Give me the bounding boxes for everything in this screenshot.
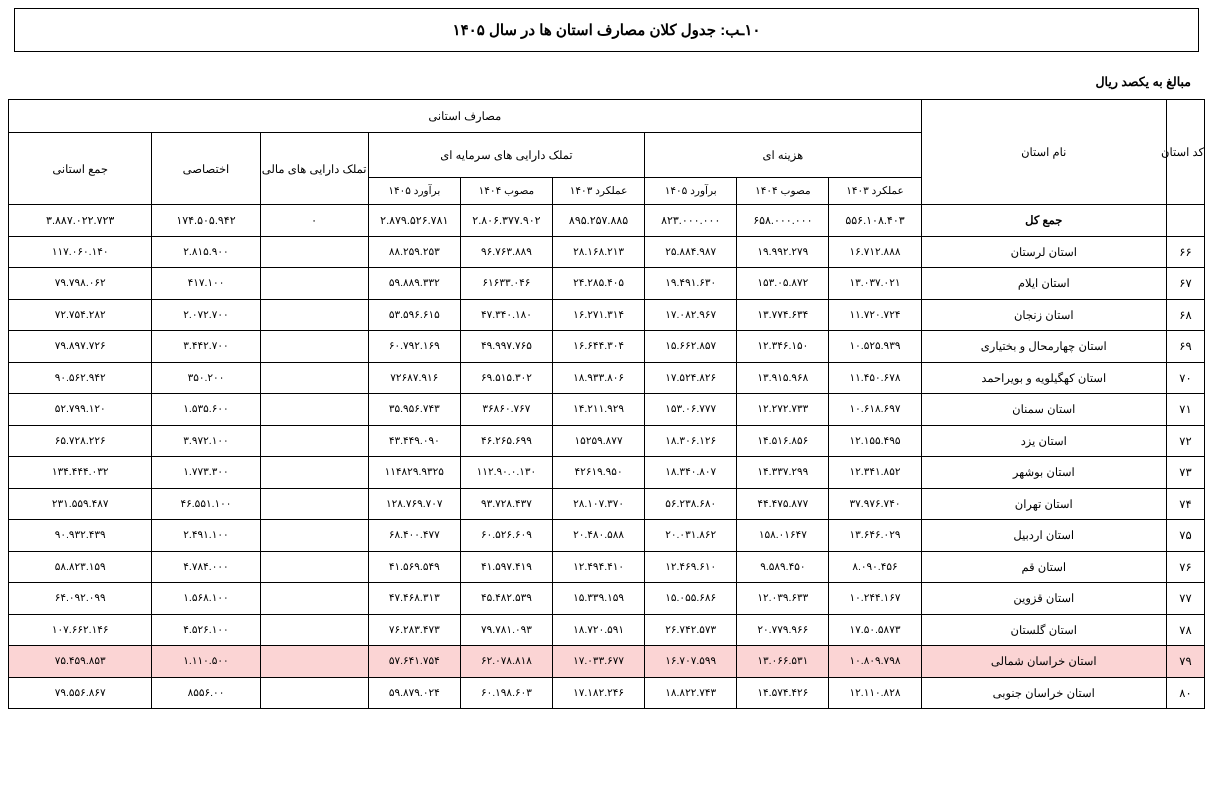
cell-financial-assets	[260, 520, 368, 552]
cell-expense-1403: ۱۳.۰۳۷.۰۲۱	[829, 268, 921, 300]
cell-capital-1403: ۱۸.۹۳۳.۸۰۶	[553, 362, 645, 394]
cell-dedicated: ۳.۴۴۲.۷۰۰	[152, 331, 260, 363]
cell-province-name: استان خراسان جنوبی	[921, 677, 1166, 709]
cell-capital-1405: ۷۲۶۸۷.۹۱۶	[368, 362, 460, 394]
cell-expense-1404: ۱۵۸.۰۱۶۴۷	[737, 520, 829, 552]
cell-expense-1404: ۱۴.۳۳۷.۲۹۹	[737, 457, 829, 489]
cell-provincial-total: ۶۴.۰۹۲.۰۹۹	[9, 583, 152, 615]
cell-province-name: استان چهارمحال و بختیاری	[921, 331, 1166, 363]
cell-financial-assets	[260, 488, 368, 520]
cell-capital-1405: ۵۹.۸۸۹.۳۳۲	[368, 268, 460, 300]
cell-financial-assets	[260, 457, 368, 489]
cell-province-code: ۷۸	[1166, 614, 1204, 646]
cell-expense-1403: ۱۰.۲۴۴.۱۶۷	[829, 583, 921, 615]
cell-province-code: ۷۶	[1166, 551, 1204, 583]
cell-province-code: ۶۸	[1166, 299, 1204, 331]
cell-financial-assets	[260, 614, 368, 646]
th-province-code: کد استان	[1166, 100, 1204, 205]
cell-capital-1404: ۶۲.۰۷۸.۸۱۸	[460, 646, 552, 678]
th-expense-1403: عملکرد ۱۴۰۳	[829, 178, 921, 205]
cell-expense-1404: ۱۲.۰۳۹.۶۳۳	[737, 583, 829, 615]
table-row	[9, 614, 1205, 646]
cell-provincial-total: ۱۱۷.۰۶۰.۱۴۰	[9, 236, 152, 268]
document-page	[0, 8, 1213, 796]
cell-expense-1403: ۵۵۶.۱۰۸.۴۰۳	[829, 205, 921, 237]
cell-capital-1405: ۴۱.۵۶۹.۵۴۹	[368, 551, 460, 583]
cell-capital-1405: ۶۰.۷۹۲.۱۶۹	[368, 331, 460, 363]
table-row	[9, 677, 1205, 709]
cell-provincial-total: ۱۳۴.۴۴۴.۰۳۲	[9, 457, 152, 489]
cell-expense-1403: ۱۶.۷۱۲.۸۸۸	[829, 236, 921, 268]
cell-dedicated: ۴۱۷.۱۰۰	[152, 268, 260, 300]
cell-province-code: ۷۹	[1166, 646, 1204, 678]
th-dedicated: اختصاصی	[152, 133, 260, 205]
th-provincial-total: جمع استانی	[9, 133, 152, 205]
cell-province-code: ۷۲	[1166, 425, 1204, 457]
th-capital-1405: برآورد ۱۴۰۵	[368, 178, 460, 205]
th-capital-1403: عملکرد ۱۴۰۳	[553, 178, 645, 205]
cell-capital-1405: ۵۳.۵۹۶.۶۱۵	[368, 299, 460, 331]
cell-financial-assets	[260, 677, 368, 709]
cell-capital-1404: ۹۳.۷۲۸.۴۳۷	[460, 488, 552, 520]
cell-dedicated: ۱.۷۷۳.۳۰۰	[152, 457, 260, 489]
cell-provincial-total: ۶۵.۷۲۸.۲۲۶	[9, 425, 152, 457]
table-row	[9, 394, 1205, 426]
cell-capital-1405: ۷۶.۲۸۳.۴۷۳	[368, 614, 460, 646]
th-group-capital-assets: تملک دارایی های سرمایه ای	[368, 133, 644, 178]
cell-province-code: ۷۷	[1166, 583, 1204, 615]
cell-expense-1405: ۱۲.۴۶۹.۶۱۰	[645, 551, 737, 583]
cell-expense-1404: ۱۳.۰۶۶.۵۳۱	[737, 646, 829, 678]
table-row	[9, 205, 1205, 237]
cell-expense-1403: ۱۲.۱۱۰.۸۲۸	[829, 677, 921, 709]
th-group-provincial-expenditures: مصارف استانی	[9, 100, 922, 133]
cell-capital-1403: ۲۴.۲۸۵.۴۰۵	[553, 268, 645, 300]
cell-expense-1405: ۱۸.۸۲۲.۷۴۳	[645, 677, 737, 709]
cell-expense-1404: ۱۳.۹۱۵.۹۶۸	[737, 362, 829, 394]
cell-expense-1405: ۱۵.۰۵۵.۶۸۶	[645, 583, 737, 615]
cell-capital-1403: ۸۹۵.۲۵۷.۸۸۵	[553, 205, 645, 237]
th-capital-1404: مصوب ۱۴۰۴	[460, 178, 552, 205]
th-expense-1404: مصوب ۱۴۰۴	[737, 178, 829, 205]
cell-provincial-total: ۲۳۱.۵۵۹.۴۸۷	[9, 488, 152, 520]
cell-capital-1405: ۸۸.۲۵۹.۲۵۳	[368, 236, 460, 268]
cell-capital-1404: ۴۹.۹۹۷.۷۶۵	[460, 331, 552, 363]
provincial-expenditure-table	[8, 99, 1205, 709]
table-row	[9, 331, 1205, 363]
table-row	[9, 236, 1205, 268]
cell-dedicated: ۳.۹۷۲.۱۰۰	[152, 425, 260, 457]
cell-expense-1403: ۱۱.۷۲۰.۷۲۴	[829, 299, 921, 331]
table-body	[9, 205, 1205, 709]
units-note: مبالغ به یکصد ریال	[1095, 75, 1191, 89]
cell-capital-1405: ۵۷.۶۴۱.۷۵۴	[368, 646, 460, 678]
cell-expense-1404: ۱۳.۷۷۴.۶۳۴	[737, 299, 829, 331]
cell-capital-1403: ۱۴.۲۱۱.۹۲۹	[553, 394, 645, 426]
cell-capital-1404: ۴۶.۲۶۵.۶۹۹	[460, 425, 552, 457]
cell-expense-1405: ۸۲۳.۰۰۰.۰۰۰	[645, 205, 737, 237]
cell-dedicated: ۱.۵۶۸.۱۰۰	[152, 583, 260, 615]
cell-capital-1403: ۱۷.۱۸۲.۲۴۶	[553, 677, 645, 709]
cell-capital-1404: ۶۹.۵۱۵.۳۰۲	[460, 362, 552, 394]
cell-expense-1403: ۱۲.۳۴۱.۸۵۲	[829, 457, 921, 489]
cell-capital-1405: ۴۳.۴۴۹.۰۹۰	[368, 425, 460, 457]
cell-capital-1403: ۱۶.۶۴۴.۳۰۴	[553, 331, 645, 363]
cell-province-name: استان سمنان	[921, 394, 1166, 426]
cell-capital-1403: ۱۷.۰۳۳.۶۷۷	[553, 646, 645, 678]
cell-capital-1403: ۱۸.۷۲۰.۵۹۱	[553, 614, 645, 646]
title-banner	[14, 8, 1199, 52]
cell-capital-1405: ۵۹.۸۷۹.۰۲۴	[368, 677, 460, 709]
cell-province-code: ۶۶	[1166, 236, 1204, 268]
cell-expense-1405: ۵۶.۲۳۸.۶۸۰	[645, 488, 737, 520]
cell-expense-1405: ۱۵۳.۰۶.۷۷۷	[645, 394, 737, 426]
cell-province-name: استان ایلام	[921, 268, 1166, 300]
table-row	[9, 583, 1205, 615]
cell-province-code	[1166, 205, 1204, 237]
cell-financial-assets	[260, 331, 368, 363]
cell-expense-1404: ۱۲.۳۴۶.۱۵۰	[737, 331, 829, 363]
cell-province-code: ۶۹	[1166, 331, 1204, 363]
cell-province-code: ۷۵	[1166, 520, 1204, 552]
cell-financial-assets	[260, 268, 368, 300]
cell-capital-1403: ۱۵۲۵۹.۸۷۷	[553, 425, 645, 457]
cell-expense-1405: ۱۵.۶۶۲.۸۵۷	[645, 331, 737, 363]
cell-province-code: ۶۷	[1166, 268, 1204, 300]
cell-expense-1403: ۱۰.۸۰۹.۷۹۸	[829, 646, 921, 678]
cell-expense-1405: ۲۶.۷۴۲.۵۷۳	[645, 614, 737, 646]
cell-province-name: استان بوشهر	[921, 457, 1166, 489]
cell-dedicated: ۸۵۵۶.۰۰	[152, 677, 260, 709]
th-province-name: نام استان	[921, 100, 1166, 205]
table-row	[9, 488, 1205, 520]
cell-provincial-total: ۹۰.۵۶۲.۹۴۲	[9, 362, 152, 394]
cell-capital-1405: ۲.۸۷۹.۵۲۶.۷۸۱	[368, 205, 460, 237]
th-financial-assets: تملک دارایی های مالی	[260, 133, 368, 205]
cell-capital-1404: ۶۰.۱۹۸.۶۰۳	[460, 677, 552, 709]
cell-dedicated: ۲.۰۷۲.۷۰۰	[152, 299, 260, 331]
cell-capital-1403: ۴۲۶۱۹.۹۵۰	[553, 457, 645, 489]
cell-province-name: استان زنجان	[921, 299, 1166, 331]
table-row	[9, 268, 1205, 300]
cell-provincial-total: ۵۲.۷۹۹.۱۲۰	[9, 394, 152, 426]
cell-province-name: جمع کل	[921, 205, 1166, 237]
cell-expense-1404: ۱۹.۹۹۲.۲۷۹	[737, 236, 829, 268]
cell-province-code: ۷۱	[1166, 394, 1204, 426]
cell-capital-1403: ۱۶.۲۷۱.۳۱۴	[553, 299, 645, 331]
cell-provincial-total: ۷۵.۴۵۹.۸۵۳	[9, 646, 152, 678]
cell-capital-1404: ۷۹.۷۸۱.۰۹۳	[460, 614, 552, 646]
cell-province-code: ۷۰	[1166, 362, 1204, 394]
cell-expense-1405: ۱۸.۳۴۰.۸۰۷	[645, 457, 737, 489]
cell-dedicated: ۴.۷۸۴.۰۰۰	[152, 551, 260, 583]
cell-expense-1404: ۴۴.۴۷۵.۸۷۷	[737, 488, 829, 520]
cell-capital-1404: ۴۱.۵۹۷.۴۱۹	[460, 551, 552, 583]
cell-province-name: استان لرستان	[921, 236, 1166, 268]
cell-expense-1404: ۹.۵۸۹.۴۵۰	[737, 551, 829, 583]
cell-expense-1403: ۱۳.۶۴۶.۰۲۹	[829, 520, 921, 552]
table-container	[8, 99, 1205, 709]
cell-province-name: استان یزد	[921, 425, 1166, 457]
cell-province-name: استان کهگیلویه و بویراحمد	[921, 362, 1166, 394]
cell-capital-1403: ۲۰.۴۸۰.۵۸۸	[553, 520, 645, 552]
cell-financial-assets	[260, 646, 368, 678]
cell-expense-1404: ۶۵۸.۰۰۰.۰۰۰	[737, 205, 829, 237]
cell-province-name: استان خراسان شمالی	[921, 646, 1166, 678]
cell-dedicated: ۴۶.۵۵۱.۱۰۰	[152, 488, 260, 520]
cell-provincial-total: ۹۰.۹۳۲.۴۳۹	[9, 520, 152, 552]
cell-dedicated: ۲.۴۹۱.۱۰۰	[152, 520, 260, 552]
cell-dedicated: ۴.۵۲۶.۱۰۰	[152, 614, 260, 646]
table-row	[9, 457, 1205, 489]
cell-province-code: ۷۴	[1166, 488, 1204, 520]
cell-expense-1405: ۱۷.۰۸۲.۹۶۷	[645, 299, 737, 331]
cell-expense-1403: ۱۲.۱۵۵.۴۹۵	[829, 425, 921, 457]
cell-capital-1405: ۱۲۸.۷۶۹.۷۰۷	[368, 488, 460, 520]
cell-expense-1405: ۲۰.۰۳۱.۸۶۲	[645, 520, 737, 552]
cell-expense-1403: ۱۰.۶۱۸.۶۹۷	[829, 394, 921, 426]
cell-expense-1403: ۱۱.۴۵۰.۶۷۸	[829, 362, 921, 394]
cell-expense-1404: ۲۰.۷۷۹.۹۶۶	[737, 614, 829, 646]
cell-expense-1405: ۲۵.۸۸۴.۹۸۷	[645, 236, 737, 268]
cell-expense-1405: ۱۸.۳۰۶.۱۲۶	[645, 425, 737, 457]
cell-capital-1404: ۶۱۶۳۳.۰۴۶	[460, 268, 552, 300]
cell-expense-1404: ۱۲.۲۷۲.۷۳۳	[737, 394, 829, 426]
cell-capital-1404: ۲.۸۰۶.۳۷۷.۹۰۲	[460, 205, 552, 237]
cell-provincial-total: ۷۹.۷۹۸.۰۶۲	[9, 268, 152, 300]
cell-financial-assets	[260, 394, 368, 426]
cell-expense-1403: ۳۷.۹۷۶.۷۴۰	[829, 488, 921, 520]
cell-capital-1405: ۴۷.۴۶۸.۳۱۳	[368, 583, 460, 615]
cell-capital-1405: ۳۵.۹۵۶.۷۴۳	[368, 394, 460, 426]
cell-capital-1404: ۴۵.۴۸۲.۵۳۹	[460, 583, 552, 615]
cell-expense-1403: ۱۷.۵۰.۵۸۷۳	[829, 614, 921, 646]
th-group-expense: هزینه ای	[645, 133, 921, 178]
cell-capital-1405: ۱۱۴۸۲۹.۹۳۲۵	[368, 457, 460, 489]
cell-expense-1405: ۱۶.۷۰۷.۵۹۹	[645, 646, 737, 678]
cell-capital-1404: ۶۰.۵۲۶.۶۰۹	[460, 520, 552, 552]
header-row-groups-top	[9, 100, 1205, 133]
cell-province-name: استان اردبیل	[921, 520, 1166, 552]
cell-financial-assets	[260, 299, 368, 331]
cell-capital-1404: ۹۶.۷۶۳.۸۸۹	[460, 236, 552, 268]
table-row	[9, 362, 1205, 394]
cell-capital-1404: ۱۱۲.۹۰.۰.۱۳۰	[460, 457, 552, 489]
cell-capital-1404: ۳۶۸۶۰.۷۶۷	[460, 394, 552, 426]
cell-province-name: استان قزوین	[921, 583, 1166, 615]
page-title: ۱۰ـب: جدول کلان مصارف استان ها در سال ۱۴۰۵	[452, 22, 761, 39]
cell-dedicated: ۱.۵۳۵.۶۰۰	[152, 394, 260, 426]
cell-expense-1405: ۱۷.۵۲۴.۸۲۶	[645, 362, 737, 394]
cell-dedicated: ۱.۱۱۰.۵۰۰	[152, 646, 260, 678]
cell-financial-assets	[260, 551, 368, 583]
th-expense-1405: برآورد ۱۴۰۵	[645, 178, 737, 205]
cell-financial-assets	[260, 236, 368, 268]
cell-dedicated: ۱۷۴.۵۰۵.۹۴۲	[152, 205, 260, 237]
cell-expense-1404: ۱۴.۵۱۶.۸۵۶	[737, 425, 829, 457]
table-row	[9, 646, 1205, 678]
table-row	[9, 299, 1205, 331]
cell-expense-1403: ۱۰.۵۲۵.۹۳۹	[829, 331, 921, 363]
cell-capital-1403: ۲۸.۱۶۸.۲۱۳	[553, 236, 645, 268]
cell-financial-assets: ۰	[260, 205, 368, 237]
cell-provincial-total: ۷۹.۵۵۶.۸۶۷	[9, 677, 152, 709]
table-row	[9, 425, 1205, 457]
cell-capital-1403: ۲۸.۱۰۷.۳۷۰	[553, 488, 645, 520]
cell-province-code: ۷۳	[1166, 457, 1204, 489]
table-head	[9, 100, 1205, 205]
table-row	[9, 551, 1205, 583]
cell-provincial-total: ۳.۸۸۷.۰۲۲.۷۲۳	[9, 205, 152, 237]
cell-dedicated: ۲.۸۱۵.۹۰۰	[152, 236, 260, 268]
cell-provincial-total: ۷۲.۷۵۴.۲۸۲	[9, 299, 152, 331]
cell-provincial-total: ۵۸.۸۲۳.۱۵۹	[9, 551, 152, 583]
cell-capital-1404: ۴۷.۳۴۰.۱۸۰	[460, 299, 552, 331]
cell-financial-assets	[260, 583, 368, 615]
cell-province-name: استان قم	[921, 551, 1166, 583]
cell-province-code: ۸۰	[1166, 677, 1204, 709]
cell-capital-1405: ۶۸.۴۰۰.۴۷۷	[368, 520, 460, 552]
cell-expense-1405: ۱۹.۴۹۱.۶۳۰	[645, 268, 737, 300]
cell-expense-1404: ۱۵۳.۰۵.۸۷۲	[737, 268, 829, 300]
cell-provincial-total: ۱۰۷.۶۶۲.۱۴۶	[9, 614, 152, 646]
cell-capital-1403: ۱۵.۳۳۹.۱۵۹	[553, 583, 645, 615]
cell-provincial-total: ۷۹.۸۹۷.۷۲۶	[9, 331, 152, 363]
cell-dedicated: ۳۵۰.۲۰۰	[152, 362, 260, 394]
cell-expense-1404: ۱۴.۵۷۴.۴۲۶	[737, 677, 829, 709]
table-row	[9, 520, 1205, 552]
cell-province-name: استان تهران	[921, 488, 1166, 520]
cell-expense-1403: ۸.۰۹۰.۴۵۶	[829, 551, 921, 583]
cell-province-name: استان گلستان	[921, 614, 1166, 646]
cell-financial-assets	[260, 425, 368, 457]
cell-capital-1403: ۱۲.۴۹۴.۴۱۰	[553, 551, 645, 583]
cell-financial-assets	[260, 362, 368, 394]
